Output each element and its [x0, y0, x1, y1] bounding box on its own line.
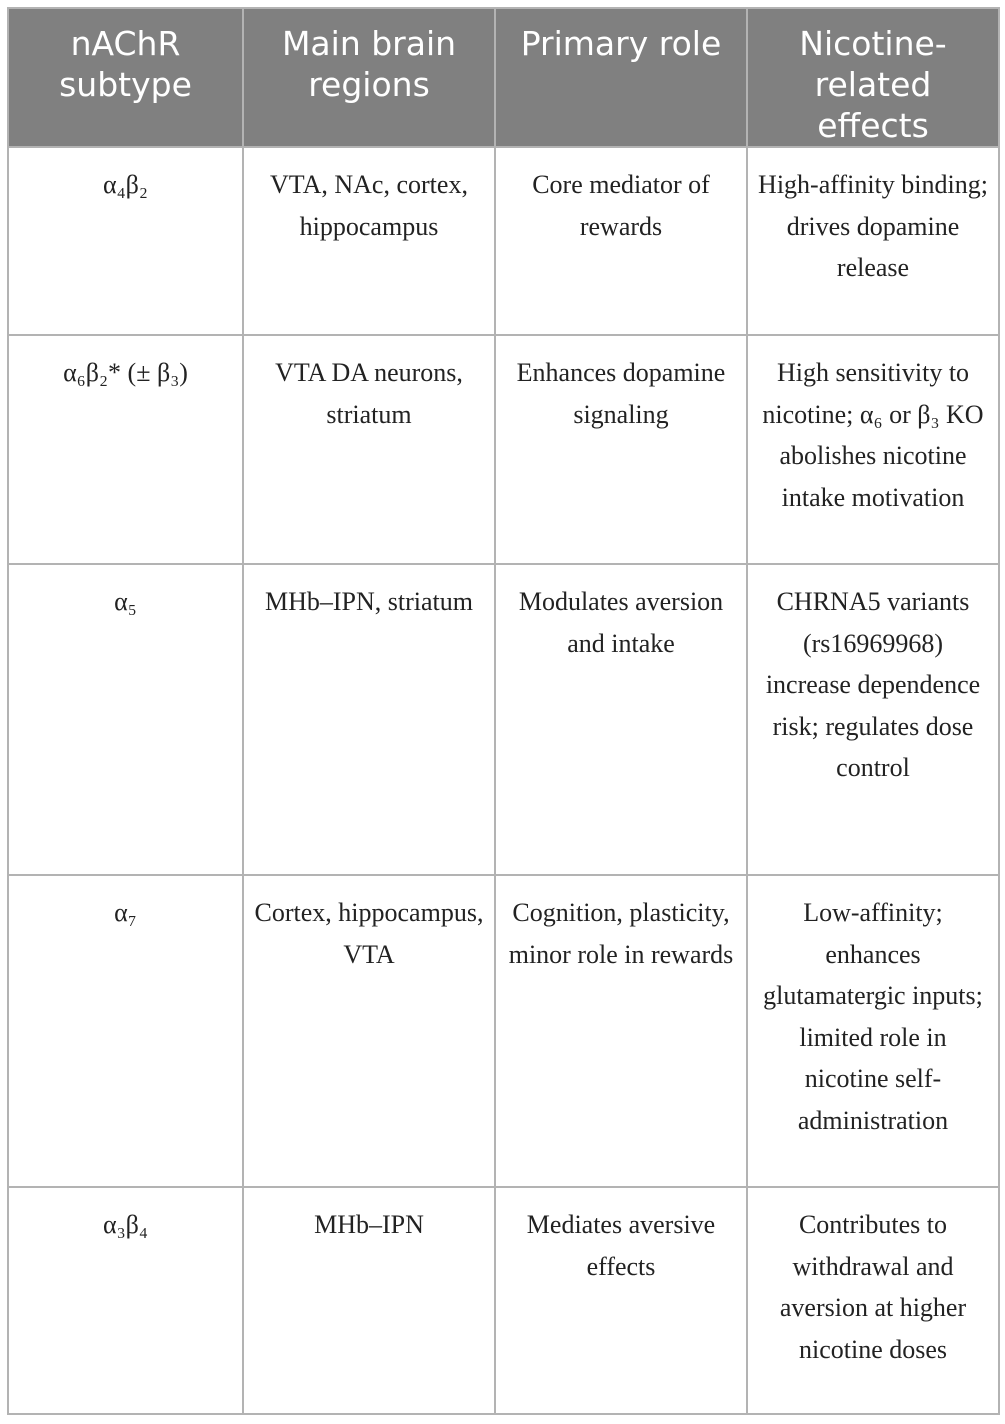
- table-row: [8, 147, 999, 335]
- table-row: [8, 335, 999, 564]
- table-row: [8, 875, 999, 1187]
- header-subtype: nAChR subtype: [8, 8, 243, 147]
- cell-regions: Cortex, hippocampus, VTA: [243, 875, 495, 1187]
- header-row: [8, 8, 999, 147]
- cell-regions: MHb–IPN, striatum: [243, 564, 495, 875]
- cell-subtype: α₄β₂: [8, 147, 243, 335]
- cell-role: Enhances dopamine signaling: [495, 335, 747, 564]
- cell-role: Core mediator of rewards: [495, 147, 747, 335]
- cell-effects: High sensitivity to nicotine; α₆ or β₃ KO abolishes nicotine intake motivation: [747, 335, 999, 564]
- cell-subtype: α₆β₂* (± β₃): [8, 335, 243, 564]
- cell-role: Mediates aversive effects: [495, 1187, 747, 1414]
- cell-role: Modulates aversion and intake: [495, 564, 747, 875]
- cell-effects: Low-affinity; enhances glutamatergic inputs; limited role in nicotine self-administration: [747, 875, 999, 1187]
- cell-effects: Contributes to withdrawal and aversion at higher nicotine doses: [747, 1187, 999, 1414]
- cell-subtype: α₇: [8, 875, 243, 1187]
- cell-effects: High-affinity binding; drives dopamine release: [747, 147, 999, 335]
- header-regions: Main brain regions: [243, 8, 495, 147]
- cell-regions: VTA DA neurons, striatum: [243, 335, 495, 564]
- table-row: [8, 1187, 999, 1414]
- cell-regions: VTA, NAc, cortex, hippocampus: [243, 147, 495, 335]
- table-row: [8, 564, 999, 875]
- header-role: Primary role: [495, 8, 747, 147]
- header-effects: Nicotine-related effects: [747, 8, 999, 147]
- cell-subtype: α₅: [8, 564, 243, 875]
- cell-effects: CHRNA5 variants (rs16969968) increase dependence risk; regulates dose control: [747, 564, 999, 875]
- cell-regions: MHb–IPN: [243, 1187, 495, 1414]
- nachr-subtype-table: [7, 7, 1000, 1415]
- cell-role: Cognition, plasticity, minor role in rewards: [495, 875, 747, 1187]
- cell-subtype: α₃β₄: [8, 1187, 243, 1414]
